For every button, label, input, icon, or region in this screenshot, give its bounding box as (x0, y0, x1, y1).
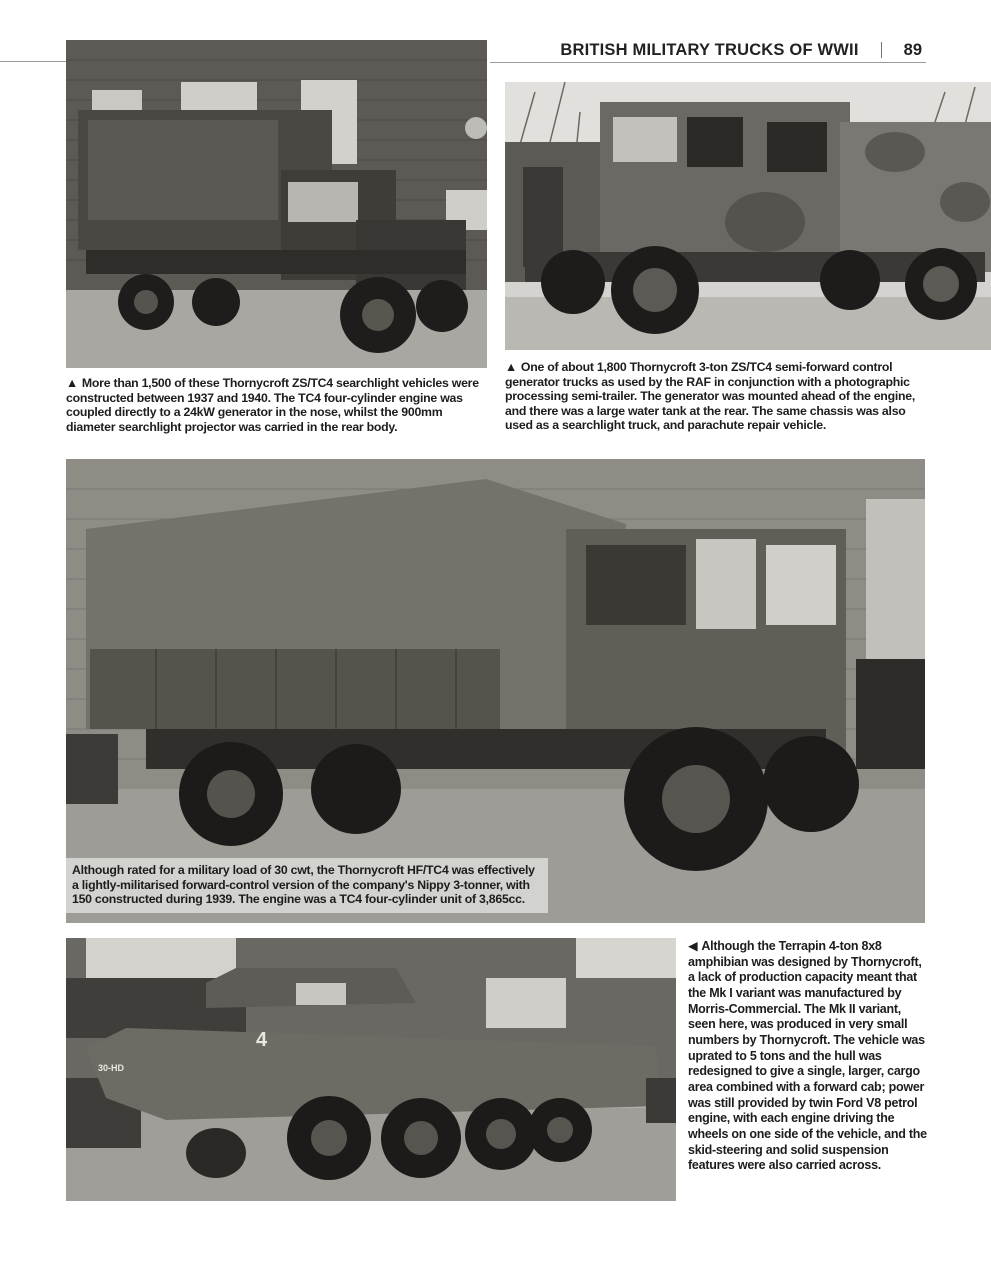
caption-text: Although rated for a military load of 30 cwt, the Thornycroft HF/TC4 was effectively a lightly-militarised forward-control version of the company's Nippy 3-tonner, with 150 constructed during 1939. The engine was a TC4 four-cylinder unit of 3,865cc. (72, 863, 535, 907)
caption-generator-truck (505, 360, 921, 433)
caption-arrow-up-icon: ▲ (66, 376, 78, 390)
photo-searchlight-truck (66, 40, 487, 368)
caption-arrow-up-icon: ▲ (505, 360, 517, 374)
running-title: BRITISH MILITARY TRUCKS OF WWII (560, 40, 859, 59)
running-header (490, 38, 926, 63)
vehicle-plate: 30-HD (98, 1063, 125, 1073)
caption-terrapin-amphibian (688, 939, 928, 1174)
photo-terrapin-amphibian (66, 938, 676, 1201)
photo-generator-truck (505, 82, 991, 350)
hull-number: 4 (256, 1029, 268, 1051)
caption-searchlight-truck (66, 376, 487, 434)
photo-hf-tc4-truck (66, 459, 925, 923)
caption-hf-tc4-truck (66, 858, 548, 913)
page-number: 89 (903, 40, 922, 59)
caption-arrow-left-icon: ◀ (688, 939, 698, 953)
header-divider (881, 42, 882, 58)
caption-text: One of about 1,800 Thornycroft 3-ton ZS/TC4 semi-forward control generator trucks as used by the RAF in conjunction with a photographic processing semi-trailer. The generator was mounted ahead of the engine, and there was a large water tank at the rear. The same chassis was also used as a searchlight truck, and parachute repair vehicle. (505, 360, 916, 433)
caption-text: Although the Terrapin 4-ton 8x8 amphibian was designed by Thornycroft, a lack of production capacity meant that the Mk I variant was manufactured by Morris-Commercial. The Mk II variant, seen here, was produced in very small numbers by Thornycroft. The vehicle was uprated to 5 tons and the hull was redesigned to give a single, larger, cargo area combined with a forward cab; power was still provided by twin Ford V8 petrol engine, with each engine driving the wheels on one side of the vehicle, and the skid-steering and solid suspension features were also carried across. (688, 939, 927, 1173)
caption-text: More than 1,500 of these Thornycroft ZS/TC4 searchlight vehicles were constructed between 1937 and 1940. The TC4 four-cylinder engine was coupled directly to a 24kW generator in the nose, whilst the 900mm diameter searchlight projector was carried in the rear body. (66, 376, 479, 434)
header-rule-left (0, 61, 66, 62)
